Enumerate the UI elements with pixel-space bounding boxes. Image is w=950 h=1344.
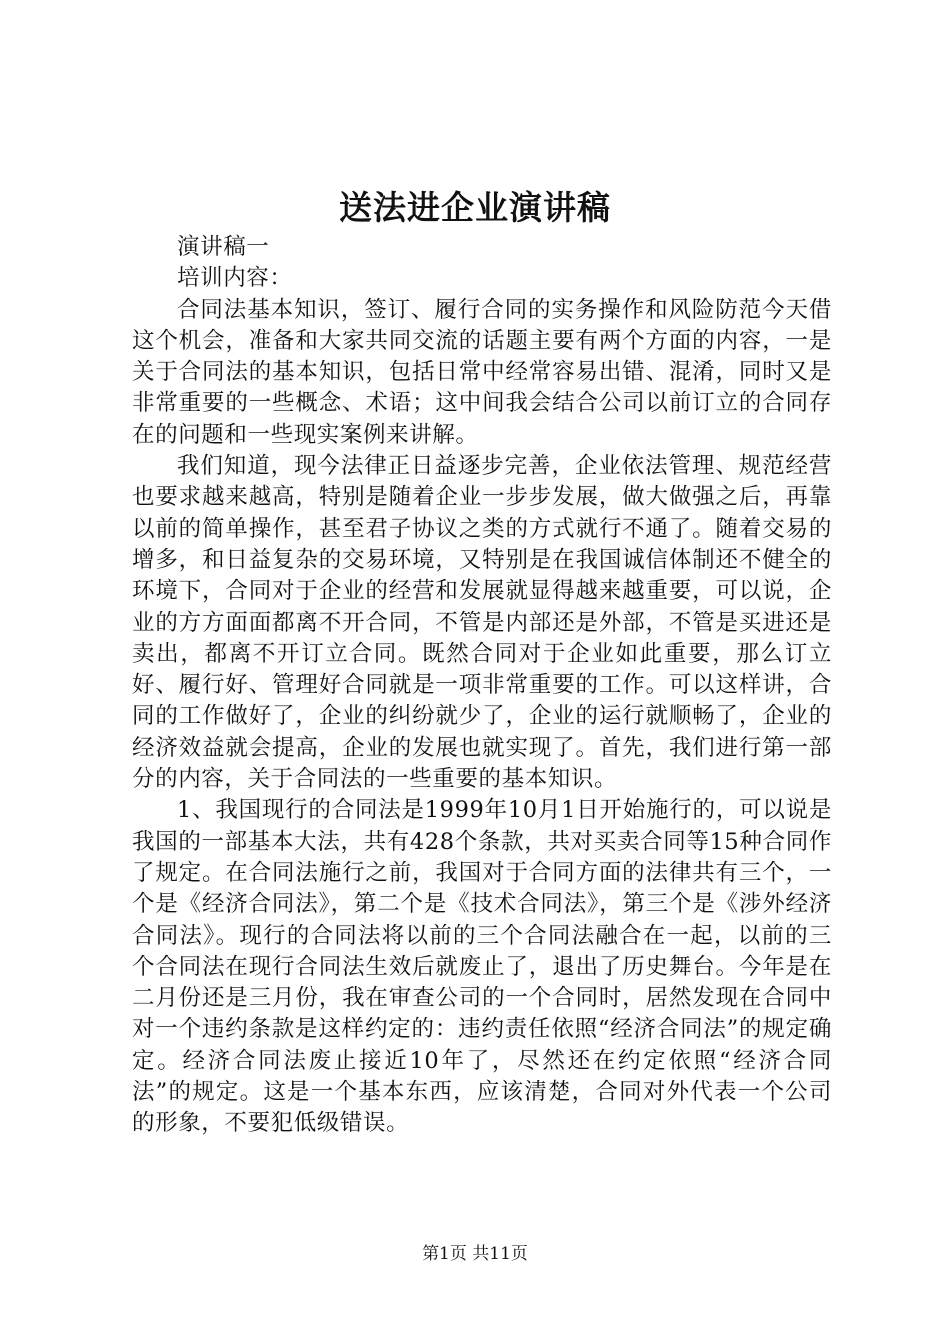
- page-footer: 第1页 共11页: [422, 1244, 528, 1264]
- document-title: 送法进企业演讲稿: [339, 188, 611, 227]
- paragraph-importance: 我们知道，现今法律正日益逐步完善，企业依法管理、规范经营也要求越来越高，特别是随着企业一步步发展，做大做强之后，再靠以前的简单操作，甚至君子协议之类的方式就行不通了。随着交易的增多，和日益复杂的交易环境，又特别是在我国诚信体制还不健全的环境下，合同对于企业的经营和发展就显得越来越重要，可以说，企业的方方面面都离不开合同，不管是内部还是外部，不管是买进还是卖出，都离不开订立合同。既然合同对于企业如此重要，那么订立好、履行好、管理好合同就是一项非常重要的工作。可以这样讲，合同的工作做好了，企业的纠纷就少了，企业的运行就顺畅了，企业的经济效益就会提高，企业的发展也就实现了。首先，我们进行第一部分的内容，关于合同法的一些重要的基本知识。: [132, 453, 832, 793]
- paragraph-speech-label: 演讲稿一: [177, 234, 270, 260]
- paragraph-point-1: 1、我国现行的合同法是1999年10月1日开始施行的，可以说是我国的一部基本大法，共有428个条款，共对买卖合同等15种合同作了规定。在合同法施行之前，我国对于合同方面的法律共有三个，一个是《经济合同法》，第二个是《技术合同法》，第三个是《涉外经济合同法》。现行的合同法将以前的三个合同法融合在一起，以前的三个合同法在现行合同法生效后就废止了，退出了历史舞台。今年是在二月份还是三月份，我在审查公司的一个合同时，居然发现在合同中对一个违约条款是这样约定的：违约责任依照“经济合同法”的规定确定。经济合同法废止接近10年了，尽然还在约定依照“经济合同法”的规定。这是一个基本东西，应该清楚，合同对外代表一个公司的形象，不要犯低级错误。: [132, 797, 832, 1137]
- paragraph-intro: 合同法基本知识，签订、履行合同的实务操作和风险防范今天借这个机会，准备和大家共同交流的话题主要有两个方面的内容，一是关于合同法的基本知识，包括日常中经常容易出错、混淆，同时又是非常重要的一些概念、术语；这中间我会结合公司以前订立的合同存在的问题和一些现实案例来讲解。: [132, 296, 832, 448]
- document-body: [132, 232, 832, 1140]
- paragraph-training-content-label: 培训内容：: [177, 265, 293, 292]
